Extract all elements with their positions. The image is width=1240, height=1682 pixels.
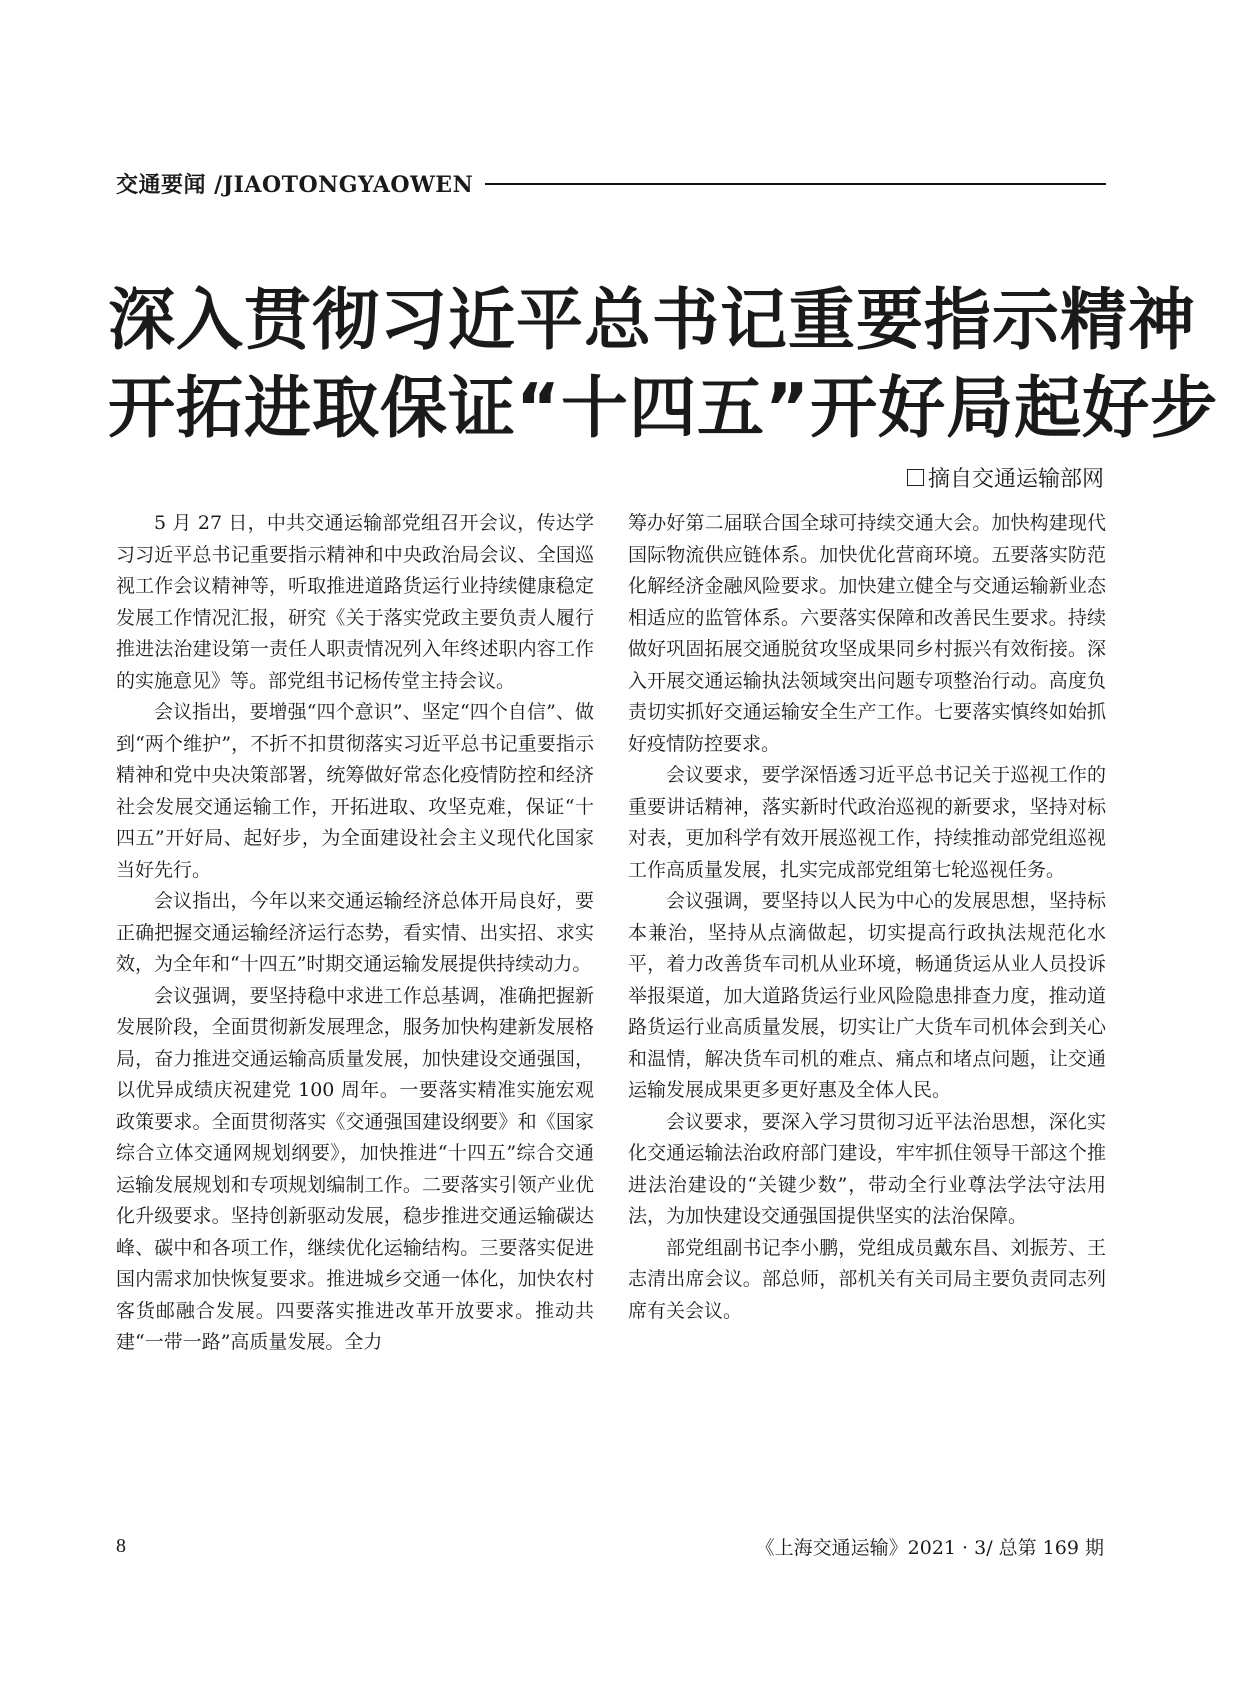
source-text: 摘自交通运输部网	[927, 467, 1104, 492]
paragraph: 会议指出，要增强“四个意识”、坚定“四个自信”、做到“两个维护”，不折不扣贯彻落实习近平总书记重要指示精神和党中央决策部署，统筹做好常态化疫情防控和经济社会发展交通运输工作，开拓进取、攻坚克难，保证“十四五”开好局、起好步，为全面建设社会主义现代化国家当好先行。	[116, 701, 594, 881]
paragraph: 会议指出，今年以来交通运输经济总体开局良好，要正确把握交通运输经济运行态势，看实情、出实招、求实效，为全年和“十四五”时期交通运输发展提供持续动力。	[116, 890, 594, 975]
left-column	[116, 508, 594, 1359]
right-column	[628, 508, 1106, 1359]
paragraph: 5 月 27 日，中共交通运输部党组召开会议，传达学习习近平总书记重要指示精神和中央政治局会议、全国巡视工作会议精神等，听取推进道路货运行业持续健康稳定发展工作情况汇报，研究《关于落实党政主要负责人履行推进法治建设第一责任人职责情况列入年终述职内容工作的实施意见》等。部党组书记杨传堂主持会议。	[116, 512, 594, 692]
article-source	[907, 462, 1104, 493]
article-title-line-1: 深入贯彻习近平总书记重要指示精神	[108, 281, 1196, 359]
section-divider	[485, 183, 1106, 185]
section-header	[116, 168, 1106, 199]
square-box-icon	[907, 469, 924, 486]
publication-footer: 《上海交通运输》2021 · 3/ 总第 169 期	[755, 1537, 1104, 1559]
paragraph: 会议要求，要学深悟透习近平总书记关于巡视工作的重要讲话精神，落实新时代政治巡视的新要求，坚持对标对表，更加科学有效开展巡视工作，持续推动部党组巡视工作高质量发展，扎实完成部党组第七轮巡视任务。	[628, 764, 1106, 881]
paragraph: 部党组副书记李小鹏，党组成员戴东昌、刘振芳、王志清出席会议。部总师，部机关有关司局主要负责同志列席有关会议。	[628, 1236, 1106, 1322]
article-title-line-2: 开拓进取保证“十四五”开好局起好步	[108, 369, 1219, 447]
section-label: 交通要闻 /JIAOTONGYAOWEN	[116, 172, 474, 198]
paragraph: 会议强调，要坚持稳中求进工作总基调，准确把握新发展阶段，全面贯彻新发展理念，服务加快构建新发展格局，奋力推进交通运输高质量发展，加快建设交通强国，以优异成绩庆祝建党 100 周年。一要落实精准实施宏观政策要求。全面贯彻落实《交通强国建设纲要》和《国家综合立体交通网规划纲要》，加快推进“十四五”综合交通运输发展规划和专项规划编制工作。二要落实引领产业优化升级要求。坚持创新驱动发展，稳步推进交通运输碳达峰、碳中和各项工作，继续优化运输结构。三要落实促进国内需求加快恢复要求。推进城乡交通一体化，加快农村客货邮融合发展。四要落实推进改革开放要求。推动共建“一带一路”高质量发展。全力	[116, 984, 594, 1353]
article-body	[116, 508, 1106, 1359]
page-number: 8	[116, 1535, 126, 1557]
paragraph-continuation: 筹办好第二届联合国全球可持续交通大会。加快构建现代国际物流供应链体系。加快优化营商环境。五要落实防范化解经济金融风险要求。加快建立健全与交通运输新业态相适应的监管体系。六要落实保障和改善民生要求。持续做好巩固拓展交通脱贫攻坚成果同乡村振兴有效衔接。深入开展交通运输执法领域突出问题专项整治行动。高度负责切实抓好交通运输安全生产工作。七要落实慎终如始抓好疫情防控要求。	[628, 512, 1106, 755]
paragraph: 会议强调，要坚持以人民为中心的发展思想，坚持标本兼治，坚持从点滴做起，切实提高行政执法规范化水平，着力改善货车司机从业环境，畅通货运从业人员投诉举报渠道，加大道路货运行业风险隐患排查力度，推动道路货运行业高质量发展，切实让广大货车司机体会到关心和温情，解决货车司机的难点、痛点和堵点问题，让交通运输发展成果更多更好惠及全体人民。	[628, 890, 1106, 1101]
paragraph: 会议要求，要深入学习贯彻习近平法治思想，深化实化交通运输法治政府部门建设，牢牢抓住领导干部这个推进法治建设的“关键少数”，带动全行业尊法学法守法用法，为加快建设交通强国提供坚实的法治保障。	[628, 1110, 1106, 1227]
article-title	[108, 276, 1219, 452]
